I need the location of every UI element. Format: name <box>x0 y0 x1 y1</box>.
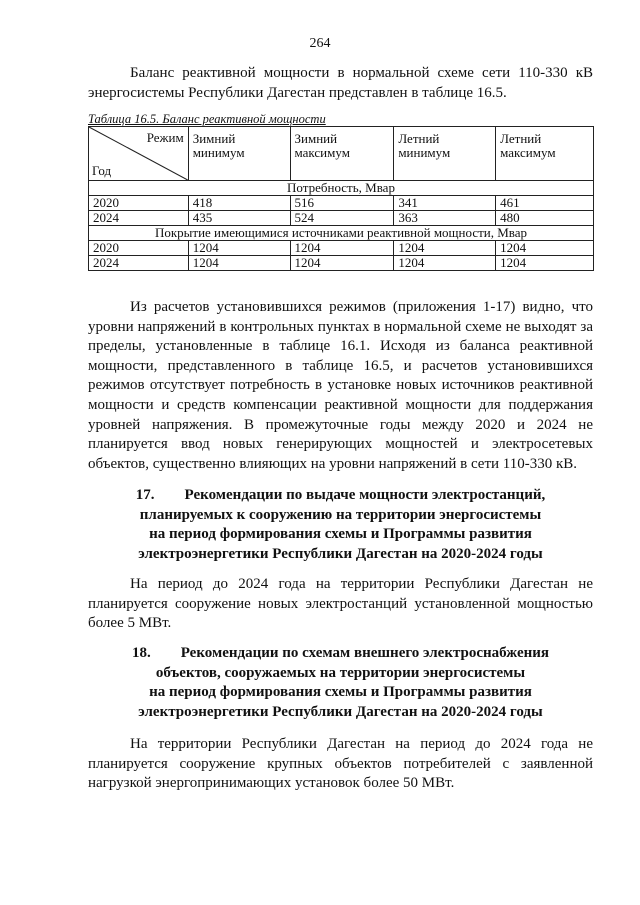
section-title: Потребность, Мвар <box>89 181 594 196</box>
section-18-body: На территории Республики Дагестан на период до 2024 года не планируется сооружение крупных объектов потребителей с заявленной нагрузкой энергопринимающих установок более 50 МВт. <box>88 736 593 792</box>
section-17-heading <box>88 486 593 564</box>
column-header: Летний минимум <box>394 127 496 181</box>
value-cell: 1204 <box>496 241 594 256</box>
table-row <box>89 211 594 226</box>
section-17-title-line2: планируемых к сооружению на территории энергосистемы <box>139 506 542 523</box>
table-caption: Таблица 16.5. Баланс реактивной мощности <box>88 112 326 126</box>
value-cell: 1204 <box>394 241 496 256</box>
value-cell: 1204 <box>496 256 594 271</box>
reactive-power-balance-table <box>88 126 594 271</box>
value-cell: 1204 <box>394 256 496 271</box>
section-title-row <box>89 181 594 196</box>
section-17-heading-line1 <box>88 486 593 506</box>
section-title: Покрытие имеющимися источниками реактивной мощности, Мвар <box>89 226 594 241</box>
value-cell: 418 <box>188 196 290 211</box>
section-17-title-line4: электроэнергетики Республики Дагестан на 2020-2024 годы <box>138 545 543 562</box>
header-year-label: Год <box>92 163 112 178</box>
section-18-title-line4: электроэнергетики Республики Дагестан на 2020-2024 годы <box>138 703 543 720</box>
section-17-number: 17. <box>135 487 155 503</box>
table-header-row <box>89 127 594 181</box>
section-18-title-line2: объектов, сооружаемых на территории энергосистемы <box>155 664 526 681</box>
year-cell: 2024 <box>89 211 189 226</box>
analysis-paragraph: Из расчетов установившихся режимов (приложения 1-17) видно, что уровни напряжений в контрольных пунктах в нормальной схеме не выходят за пределы, установленные в таблице 16.1. Исходя из баланса реактивной мощности, представленного в таблице 16.5, и расчетов установившихся режимов отсутствует потребность в установке новых источников реактивной мощности и средств компенсации реактивной мощности для поддержания уровней напряжения. В промежуточные годы между 2020 и 2024 не планируется ввод новых генерирующих мощностей и электросетевых объектов, существенно влияющих на уровни напряжений в сети 110-330 кВ. <box>88 299 593 472</box>
value-cell: 461 <box>496 196 594 211</box>
value-cell: 1204 <box>290 256 394 271</box>
year-cell: 2024 <box>89 256 189 271</box>
value-cell: 341 <box>394 196 496 211</box>
section-17-body: На период до 2024 года на территории Республики Дагестан не планируется сооружение новых электростанций установленной мощностью более 5 МВт. <box>88 576 593 632</box>
header-corner-cell <box>89 127 189 181</box>
value-cell: 1204 <box>188 256 290 271</box>
value-cell: 480 <box>496 211 594 226</box>
section-18-title-line3: на период формирования схемы и Программы развития <box>149 684 532 700</box>
header-mode-label: Режим <box>146 130 184 145</box>
column-header: Летний максимум <box>496 127 594 181</box>
value-cell: 1204 <box>188 241 290 256</box>
section-17-title-line1: Рекомендации по выдаче мощности электростанций, <box>184 487 546 503</box>
table-row <box>89 196 594 211</box>
value-cell: 524 <box>290 211 394 226</box>
column-header: Зимний минимум <box>188 127 290 181</box>
year-cell: 2020 <box>89 196 189 211</box>
section-18-heading-line1 <box>88 644 593 664</box>
value-cell: 516 <box>290 196 394 211</box>
intro-paragraph: Баланс реактивной мощности в нормальной схеме сети 110-330 кВ энергосистемы Республики Дагестан представлен в таблице 16.5. <box>88 65 593 101</box>
value-cell: 363 <box>394 211 496 226</box>
table-row <box>89 256 594 271</box>
section-17-title-line3: на период формирования схемы и Программы развития <box>149 526 532 542</box>
section-18-heading <box>88 644 593 722</box>
section-18-title-line1: Рекомендации по схемам внешнего электроснабжения <box>180 645 550 661</box>
value-cell: 1204 <box>290 241 394 256</box>
section-18-number: 18. <box>131 645 151 661</box>
section-title-row <box>89 226 594 241</box>
page-number: 264 <box>309 36 331 51</box>
column-header: Зимний максимум <box>290 127 394 181</box>
table-row <box>89 241 594 256</box>
year-cell: 2020 <box>89 241 189 256</box>
value-cell: 435 <box>188 211 290 226</box>
